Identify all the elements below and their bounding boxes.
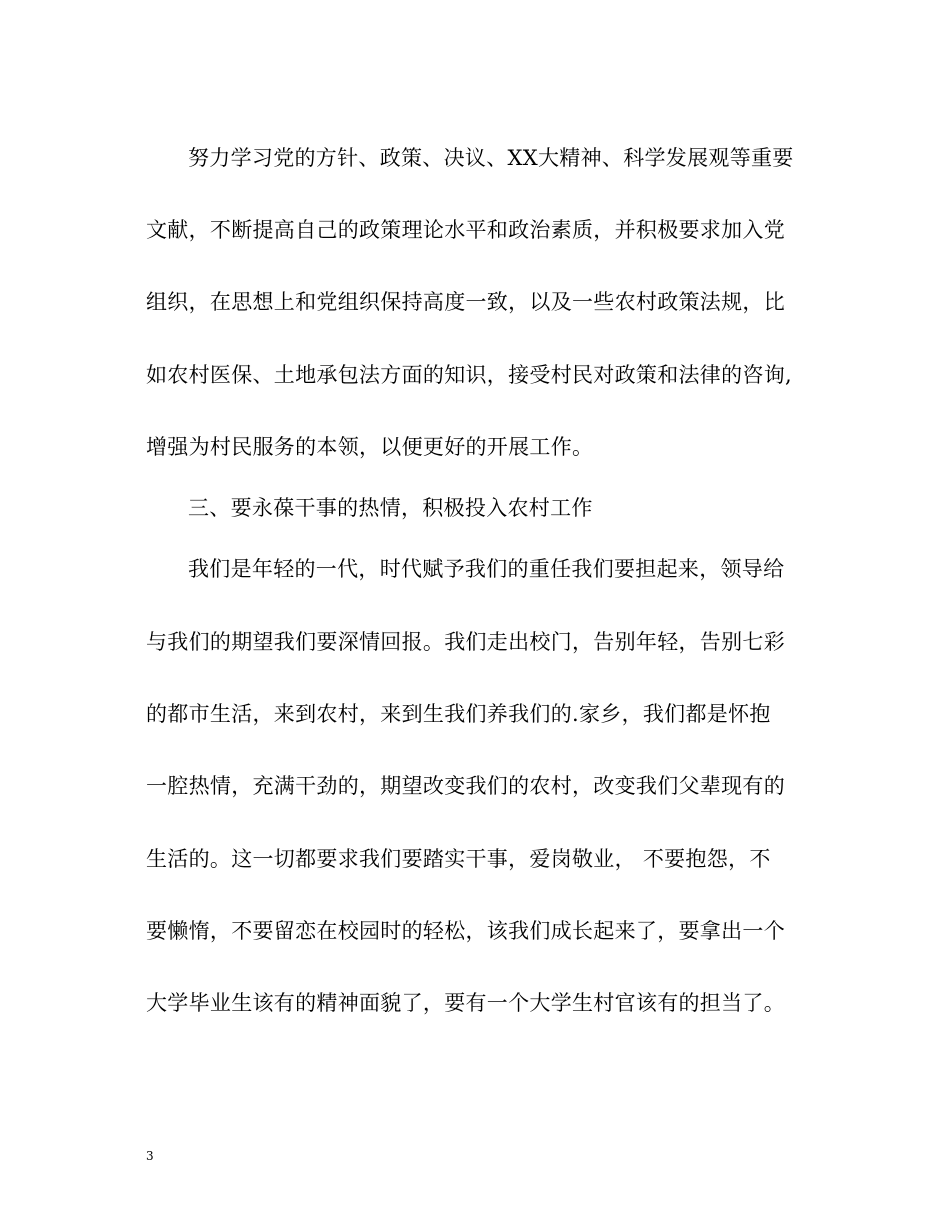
paragraph-line: 大学毕业生该有的精神面貌了，要有一个大学生村官该有的担当了。	[146, 991, 785, 1015]
paragraph-line: 努力学习党的方针、政策、决议、XX大精神、科学发展观等重要	[188, 146, 794, 170]
paragraph-line: 增强为村民服务的本领，以便更好的开展工作。	[146, 435, 594, 459]
page-number: 3	[146, 1149, 154, 1163]
paragraph-line: 一腔热情，充满干劲的，期望改变我们的农村，改变我们父辈现有的	[146, 774, 785, 798]
paragraph-line: 要懒惰，不要留恋在校园时的轻松，该我们成长起来了，要拿出一个	[146, 919, 785, 943]
paragraph-line: 我们是年轻的一代，时代赋予我们的重任我们要担起来，领导给	[188, 557, 785, 581]
paragraph-line: 与我们的期望我们要深情回报。我们走出校门，告别年轻，告别七彩	[146, 630, 785, 654]
paragraph-line: 的都市生活，来到农村，来到生我们养我们的.家乡，我们都是怀抱	[146, 702, 771, 726]
paragraph-line: 生活的。这一切都要求我们要踏实干事，爱岗敬业， 不要抱怨，不	[146, 847, 771, 871]
section-heading: 三、要永葆干事的热情，积极投入农村工作	[188, 496, 593, 520]
paragraph-line: 如农村医保、土地承包法方面的知识，接受村民对政策和法律的咨询,	[146, 363, 792, 387]
paragraph-line: 组织，在思想上和党组织保持高度一致，以及一些农村政策法规，比	[146, 290, 785, 314]
paragraph-line: 文献，不断提高自己的政策理论水平和政治素质，并积极要求加入党	[146, 218, 785, 242]
